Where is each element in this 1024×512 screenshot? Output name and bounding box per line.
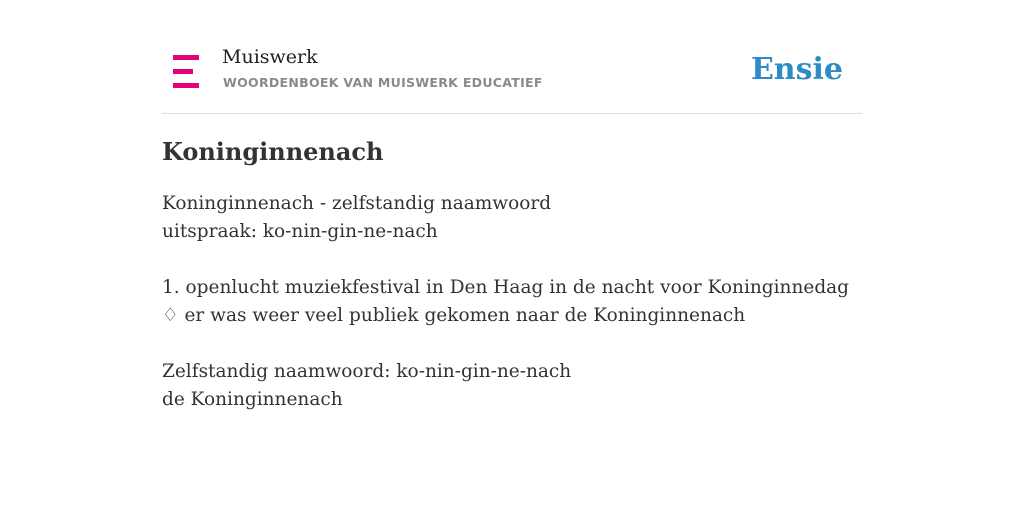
page [162,0,862,512]
ensie-logo[interactable]: Ensie [750,52,843,87]
entry-title: Koninginnenach [162,137,384,166]
muiswerk-logo-icon[interactable] [173,55,199,88]
entry-word-type: Zelfstandig naamwoord: ko-nin-gin-ne-nach [162,361,572,382]
entry-body [162,190,862,414]
entry-definition: 1. openlucht muziekfestival in Den Haag in de nacht voor Koninginnedag [162,277,850,298]
header [162,0,862,114]
brand-subtitle: WOORDENBOEK VAN MUISWERK EDUCATIEF [223,75,543,90]
entry-spacer [162,246,862,274]
brand-name[interactable]: Muiswerk [222,46,318,68]
entry-pronunciation: uitspraak: ko-nin-gin-ne-nach [162,221,438,242]
entry-headline: Koninginnenach - zelfstandig naamwoord [162,193,552,214]
entry-article: de Koninginnenach [162,389,343,410]
entry-example: ♢ er was weer veel publiek gekomen naar de Koninginnenach [162,305,746,326]
entry-spacer [162,330,862,358]
